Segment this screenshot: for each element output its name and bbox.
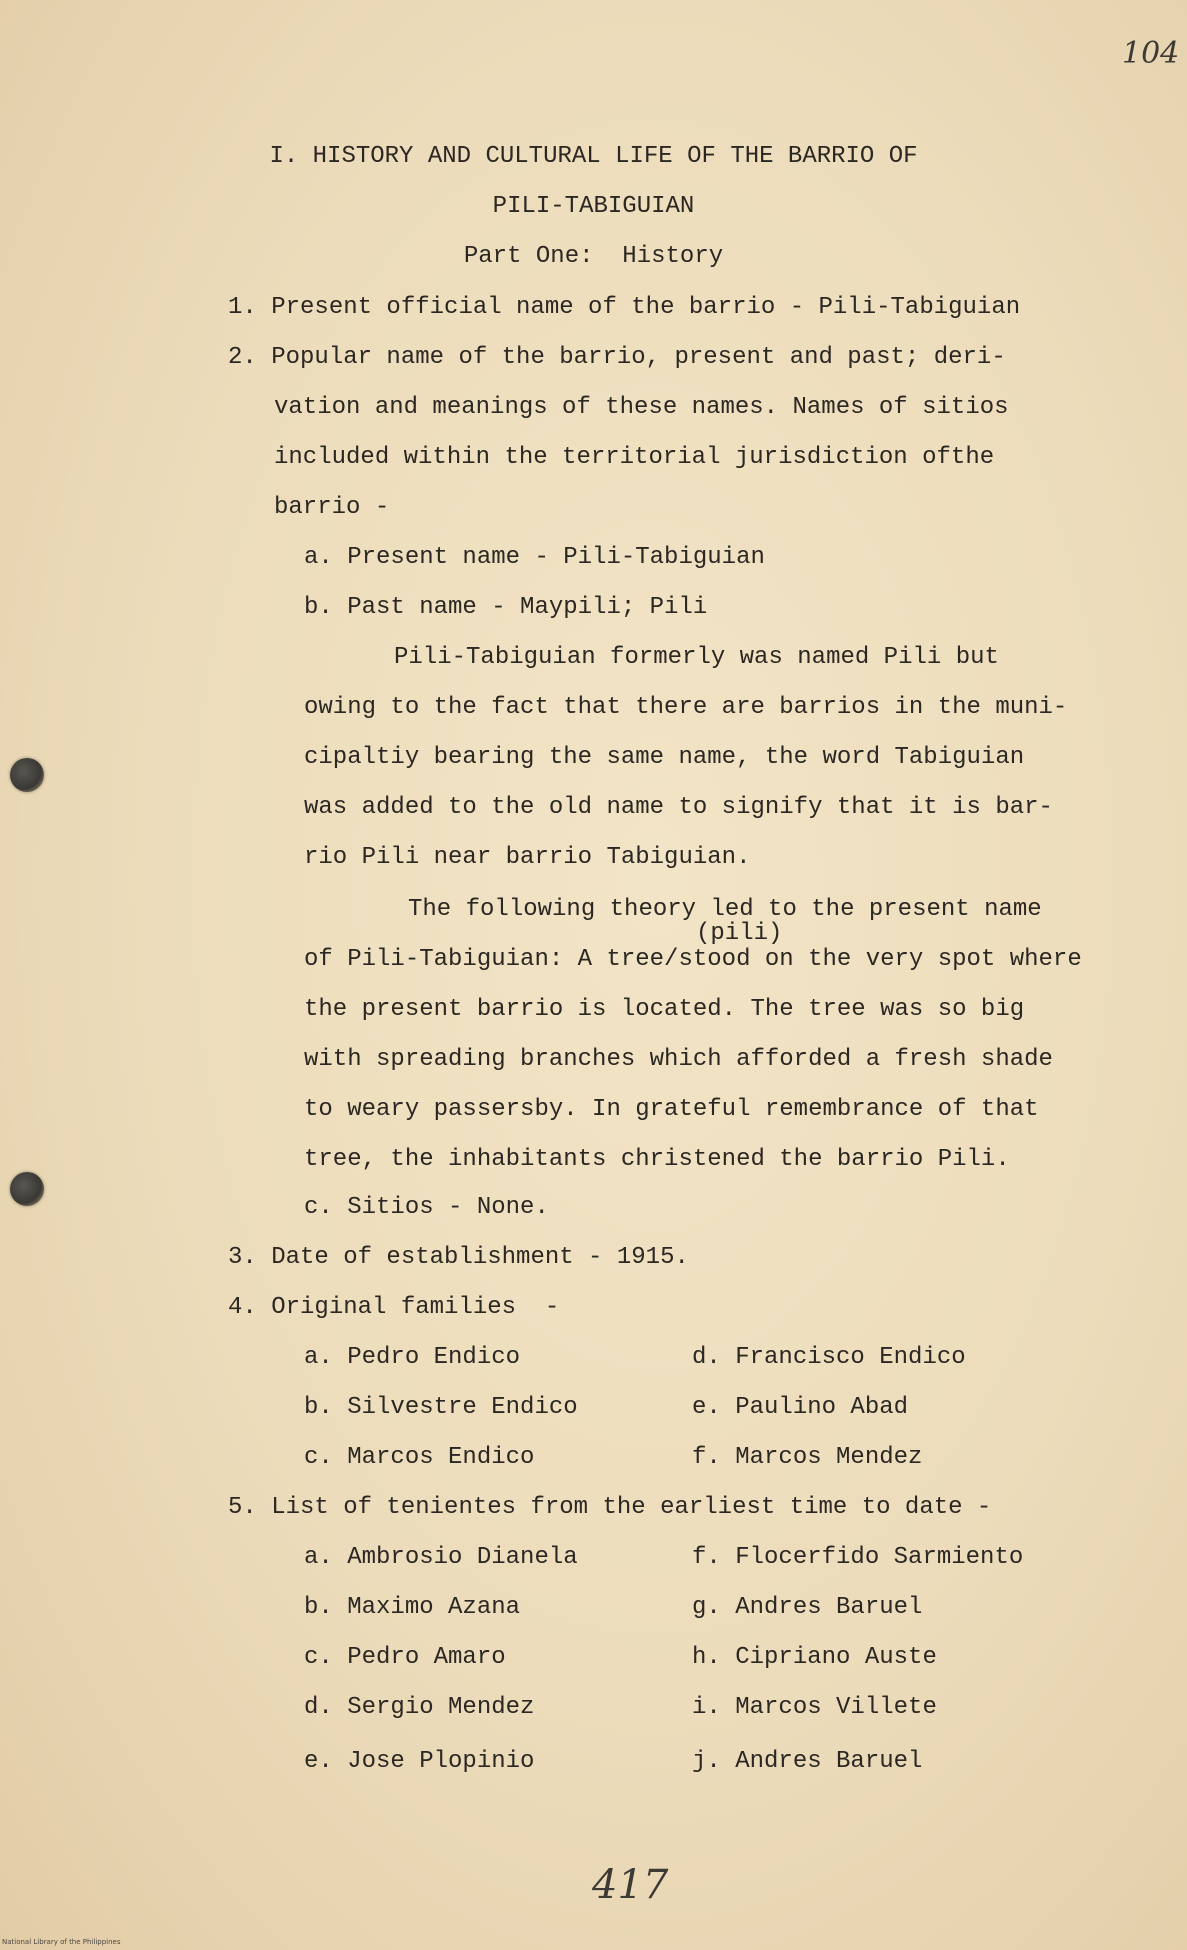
handwritten-folio-number: 417 (592, 1862, 669, 1908)
item-3: 3. Date of establishment - 1915. (228, 1244, 689, 1271)
teniente-right-3: h. Cipriano Auste (692, 1644, 937, 1671)
para1-line-3: cipaltiy bearing the same name, the word Tabiguian (304, 744, 1025, 771)
item-5-heading: 5. List of tenientes from the earliest time to date - (228, 1494, 992, 1521)
para1-line-4: was added to the old name to signify that it is bar- (304, 794, 1053, 821)
punch-hole-top (10, 758, 44, 792)
para2-line-1: The following theory led to the present name (408, 896, 1042, 923)
para2-line-3: the present barrio is located. The tree was so big (304, 996, 1025, 1023)
para2-line-4: with spreading branches which afforded a fresh shade (304, 1046, 1053, 1073)
item-2b: b. Past name - Maypili; Pili (304, 594, 708, 621)
item-2-line-1: 2. Popular name of the barrio, present and past; deri- (228, 344, 1006, 371)
pili-insert: (pili) (696, 920, 783, 947)
family-left-1: a. Pedro Endico (304, 1344, 521, 1371)
archive-footer: National Library of the Philippines (2, 1938, 121, 1946)
item-2-line-3: included within the territorial jurisdiction ofthe (274, 444, 995, 471)
para1-line-2: owing to the fact that there are barrios in the muni- (304, 694, 1068, 721)
teniente-left-5: e. Jose Plopinio (304, 1748, 535, 1775)
item-4-heading: 4. Original families - (228, 1294, 560, 1321)
handwritten-page-number: 104 (1122, 36, 1180, 71)
punch-hole-bottom (10, 1172, 44, 1206)
teniente-right-2: g. Andres Baruel (692, 1594, 923, 1621)
teniente-right-4: i. Marcos Villete (692, 1694, 937, 1721)
teniente-right-5: j. Andres Baruel (692, 1748, 923, 1775)
para2-line-6: tree, the inhabitants christened the barrio Pili. (304, 1146, 1010, 1173)
teniente-right-1: f. Flocerfido Sarmiento (692, 1544, 1024, 1571)
title-line-2: PILI-TABIGUIAN (492, 193, 695, 220)
family-right-1: d. Francisco Endico (692, 1344, 966, 1371)
title-line-1: I. HISTORY AND CULTURAL LIFE OF THE BARRIO OF (269, 143, 918, 170)
family-left-2: b. Silvestre Endico (304, 1394, 578, 1421)
teniente-left-2: b. Maximo Azana (304, 1594, 521, 1621)
para1-line-5: rio Pili near barrio Tabiguian. (304, 844, 751, 871)
item-2c: c. Sitios - None. (304, 1194, 549, 1221)
para1-line-1: Pili-Tabiguian formerly was named Pili but (394, 644, 999, 671)
item-2a: a. Present name - Pili-Tabiguian (304, 544, 765, 571)
teniente-left-4: d. Sergio Mendez (304, 1694, 535, 1721)
part-heading: Part One: History (463, 243, 724, 270)
para2-line-5: to weary passersby. In grateful remembrance of that (304, 1096, 1039, 1123)
family-left-3: c. Marcos Endico (304, 1444, 535, 1471)
item-2-line-2: vation and meanings of these names. Names of sitios (274, 394, 1009, 421)
item-2-line-4: barrio - (274, 494, 390, 521)
para2-line-2: of Pili-Tabiguian: A tree/stood on the very spot where (304, 946, 1082, 973)
item-1: 1. Present official name of the barrio - Pili-Tabiguian (228, 294, 1021, 321)
family-right-2: e. Paulino Abad (692, 1394, 909, 1421)
family-right-3: f. Marcos Mendez (692, 1444, 923, 1471)
teniente-left-1: a. Ambrosio Dianela (304, 1544, 578, 1571)
teniente-left-3: c. Pedro Amaro (304, 1644, 506, 1671)
